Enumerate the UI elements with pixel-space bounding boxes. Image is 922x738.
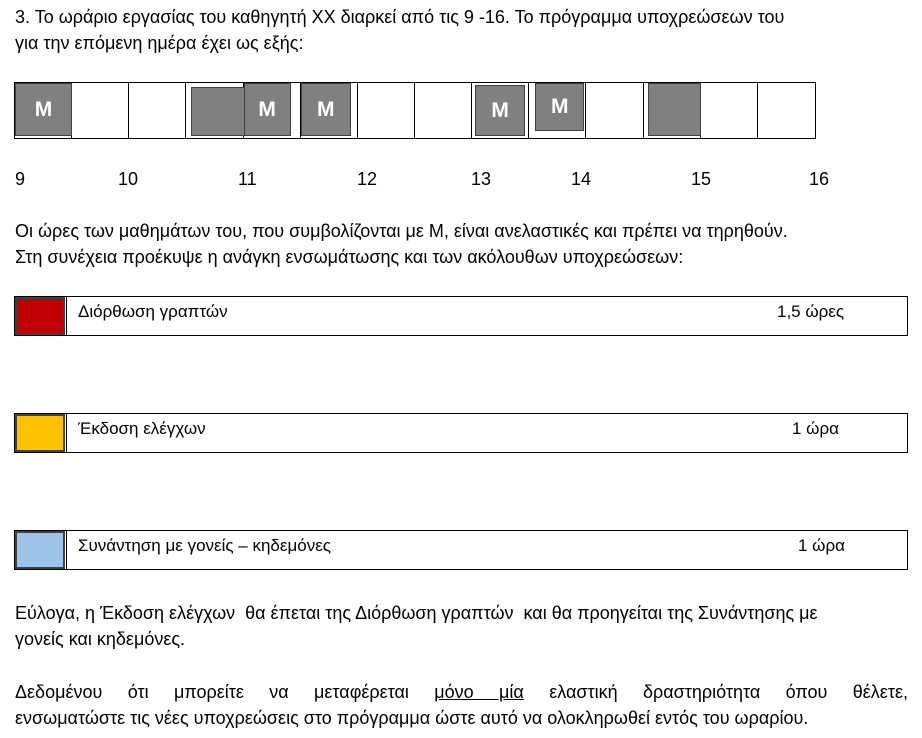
timeline-cell <box>472 83 529 138</box>
hour-label: 10 <box>118 169 139 189</box>
timeline-cell <box>244 83 301 138</box>
task-name: Συνάντηση με γονείς – κηδεμόνες <box>78 536 331 555</box>
task-divider <box>66 531 67 569</box>
instruction-line-2: ενσωματώστε τις νέες υποχρεώσεις στο πρόγραμμα ώστε αυτό να ολοκληρωθεί εντός του ωραρίου. <box>15 708 809 728</box>
instruction-text: Δεδομένου ότι μπορείτε να μεταφέρεται <box>15 682 409 702</box>
lesson-block: Μ <box>244 83 291 136</box>
notes-paragraph <box>15 218 908 270</box>
question-intro <box>15 4 908 56</box>
instruction-emphasis: μόνο μία <box>434 682 524 702</box>
hour-label: 13 <box>471 169 492 189</box>
order-note-line-1: Εύλογα, η Έκδοση ελέγχων θα έπεται της Διόρθωση γραπτών και θα προηγείται της Συνάντησης με <box>15 603 818 623</box>
timeline-cell <box>301 83 358 138</box>
hour-label: 14 <box>571 169 592 189</box>
task-duration: 1 ώρα <box>792 419 839 438</box>
hour-label: 9 <box>15 169 26 189</box>
instruction-line-1 <box>15 679 908 705</box>
lesson-block: Μ <box>475 85 525 136</box>
timeline-cell <box>358 83 415 138</box>
task-row-meeting <box>14 530 908 570</box>
lesson-block: Μ <box>301 83 351 136</box>
occupied-block <box>648 83 701 136</box>
task-duration: 1 ώρα <box>798 536 845 555</box>
task-divider <box>66 297 67 335</box>
task-duration: 1,5 ώρες <box>777 302 845 321</box>
hour-label: 16 <box>809 169 830 189</box>
timeline-cell <box>15 83 72 138</box>
timeline-cell <box>186 83 243 138</box>
intro-line-1: 3. Το ωράριο εργασίας του καθηγητή ΧΧ διαρκεί από τις 9 -16. Το πρόγραμμα υποχρεώσεων του <box>15 7 785 27</box>
hour-label: 12 <box>357 169 378 189</box>
task-color-swatch <box>15 531 65 569</box>
timeline-cell <box>129 83 186 138</box>
hour-label: 15 <box>691 169 712 189</box>
task-row-grading <box>14 296 908 336</box>
intro-line-2: για την επόμενη ημέρα έχει ως εξής: <box>15 33 304 53</box>
order-note <box>15 600 908 652</box>
timeline-cell <box>644 83 701 138</box>
instruction-text: ελαστική δραστηριότητα όπου θέλετε, <box>549 682 908 702</box>
timeline-cell <box>758 83 815 138</box>
timeline-cell <box>586 83 643 138</box>
notes-line-2: Στη συνέχεια προέκυψε η ανάγκη ενσωμάτωσης και των ακόλουθων υποχρεώσεων: <box>15 247 684 267</box>
timeline-cell <box>415 83 472 138</box>
timeline-cell <box>72 83 129 138</box>
timeline-cell <box>529 83 586 138</box>
order-note-line-2: γονείς και κηδεμόνες. <box>15 629 186 649</box>
notes-line-1: Οι ώρες των μαθημάτων του, που συμβολίζονται με Μ, είναι ανελαστικές και πρέπει να τηρηθούν. <box>15 221 788 241</box>
task-name: Διόρθωση γραπτών <box>78 302 228 321</box>
hour-label: 11 <box>238 169 257 189</box>
schedule-timeline <box>14 82 816 139</box>
task-row-reports <box>14 413 908 453</box>
occupied-block <box>191 87 245 136</box>
task-divider <box>66 414 67 452</box>
lesson-block: Μ <box>15 83 72 136</box>
lesson-block: Μ <box>535 83 584 131</box>
task-color-swatch <box>15 297 65 335</box>
task-color-swatch <box>15 414 65 452</box>
timeline-cell <box>701 83 758 138</box>
task-name: Έκδοση ελέγχων <box>78 419 206 438</box>
